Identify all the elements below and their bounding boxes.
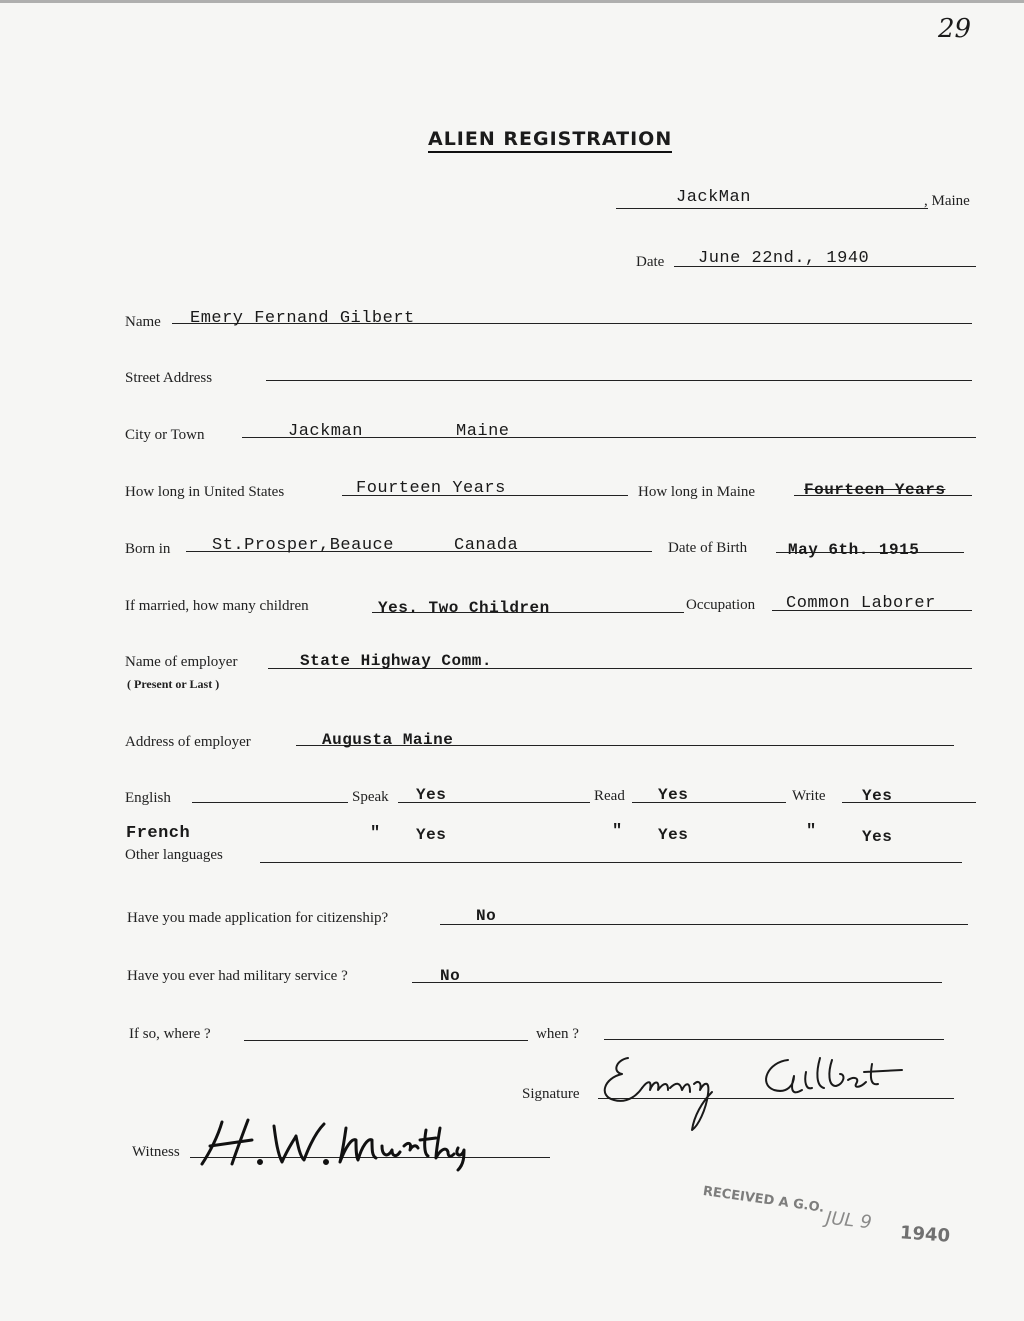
french-label: French — [126, 824, 191, 843]
witness-signature — [196, 1112, 476, 1172]
maine-duration-label: How long in Maine — [638, 484, 756, 500]
employer-label: Name of employer — [125, 654, 238, 670]
date-label: Date — [636, 254, 665, 270]
received-stamp-year: 1940 — [899, 1222, 951, 1247]
read-line — [632, 802, 786, 803]
children-value: Yes. Two Children — [378, 599, 550, 617]
name-label: Name — [125, 314, 161, 330]
read-label: Read — [594, 788, 625, 804]
citizenship-value: No — [476, 907, 497, 925]
born-place-value: St.Prosper,Beauce — [212, 536, 394, 555]
french-speak-ditto: " — [370, 824, 381, 843]
town-line — [616, 208, 928, 209]
when-label: when ? — [536, 1026, 579, 1042]
employer-value: State Highway Comm. — [300, 652, 492, 670]
witness-signature-drawing — [196, 1112, 476, 1172]
when-line — [604, 1039, 944, 1040]
applicant-signature — [598, 1050, 918, 1130]
witness-label: Witness — [132, 1144, 180, 1160]
born-country-value: Canada — [454, 536, 519, 555]
city-value: Jackman — [288, 422, 363, 441]
military-label: Have you ever had military service ? — [127, 968, 348, 984]
scan-top-edge — [0, 0, 1024, 3]
speak-label: Speak — [352, 789, 389, 805]
english-label: English — [125, 790, 171, 806]
received-stamp-text: RECEIVED A G.O. — [701, 1184, 826, 1216]
french-read-value: Yes — [658, 826, 689, 844]
french-write-ditto: " — [806, 822, 817, 841]
french-read-ditto: " — [612, 822, 623, 841]
english-write-value: Yes — [862, 787, 893, 805]
page-number: 29 — [938, 14, 972, 44]
received-stamp-date: JUL 9 — [825, 1207, 873, 1234]
dob-label: Date of Birth — [668, 540, 748, 556]
signature-label: Signature — [522, 1086, 580, 1102]
other-languages-line — [260, 862, 962, 863]
street-line — [266, 380, 972, 381]
maine-duration-value: Fourteen Years — [804, 481, 946, 499]
state-label: , Maine — [924, 193, 970, 209]
dob-value: May 6th. 1915 — [788, 541, 920, 559]
town-value: JackMan — [676, 188, 751, 207]
military-value: No — [440, 967, 461, 985]
where-line — [244, 1040, 528, 1041]
us-duration-label: How long in United States — [125, 484, 285, 500]
born-label: Born in — [125, 541, 171, 557]
applicant-signature-drawing — [598, 1050, 918, 1130]
military-line — [412, 982, 942, 983]
english-line — [192, 802, 348, 803]
name-value: Emery Fernand Gilbert — [190, 309, 415, 328]
citizenship-label: Have you made application for citizenship? — [127, 910, 389, 926]
other-languages-label: Other languages — [125, 847, 223, 863]
citizenship-line — [440, 924, 968, 925]
employer-address-label: Address of employer — [125, 734, 251, 750]
occupation-value: Common Laborer — [786, 594, 936, 613]
city-label: City or Town — [125, 427, 205, 443]
date-value: June 22nd., 1940 — [698, 249, 870, 268]
employer-sublabel: ( Present or Last ) — [127, 677, 220, 691]
french-speak-value: Yes — [416, 826, 447, 844]
english-speak-value: Yes — [416, 786, 447, 804]
where-label: If so, where ? — [129, 1026, 211, 1042]
children-label: If married, how many children — [125, 598, 309, 614]
us-duration-value: Fourteen Years — [356, 479, 506, 498]
english-read-value: Yes — [658, 786, 689, 804]
street-label: Street Address — [125, 370, 213, 386]
write-label: Write — [792, 788, 826, 804]
employer-address-value: Augusta Maine — [322, 731, 454, 749]
occupation-label: Occupation — [686, 597, 756, 613]
city-state-value: Maine — [456, 422, 510, 441]
form-title: ALIEN REGISTRATION — [428, 128, 672, 153]
french-write-value: Yes — [862, 828, 893, 846]
